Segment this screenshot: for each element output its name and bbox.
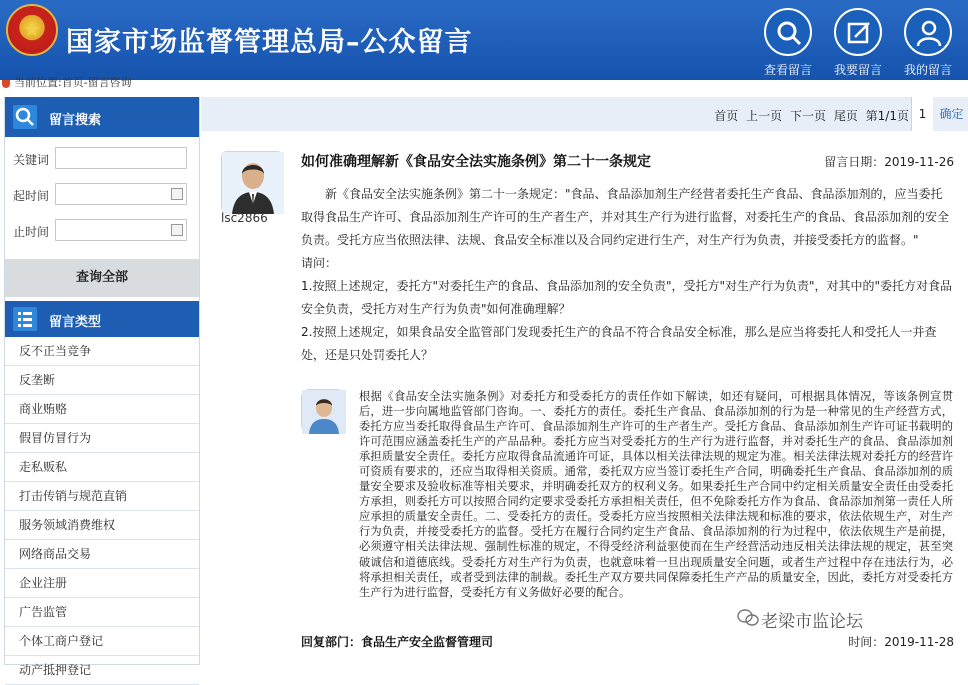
category-item[interactable]: 反不正当竞争 — [5, 337, 199, 366]
username: lsc2866 — [221, 211, 268, 225]
category-panel-header — [5, 301, 199, 337]
category-item[interactable]: 假冒仿冒行为 — [5, 424, 199, 453]
category-item[interactable]: 动产抵押登记 — [5, 656, 199, 685]
write-message-button[interactable] — [826, 8, 890, 80]
start-time-label: 起时间 — [13, 189, 50, 203]
calendar-icon[interactable] — [171, 224, 183, 236]
user-avatar — [221, 151, 283, 213]
pager-links — [710, 107, 909, 124]
breadcrumb-text: 当前位置:首页-留言咨询 — [14, 76, 132, 89]
message-paragraph: 2.按照上述规定，如果食品安全监管部门发现委托生产的食品不符合食品安全标准，那么是应当将委托人和受托人一并查处，还是只处罚委托人？ — [301, 325, 937, 362]
my-messages-button[interactable] — [896, 8, 960, 80]
search-panel-header — [5, 97, 199, 137]
category-panel-title: 留言类型 — [49, 315, 102, 330]
first-page-link[interactable]: 首页 — [714, 109, 739, 123]
category-item[interactable]: 打击传销与规范直销 — [5, 482, 199, 511]
keyword-label: 关键词 — [13, 153, 50, 167]
reply-time: 时间：2019-11-28 — [848, 635, 954, 649]
next-page-link[interactable]: 下一页 — [789, 109, 826, 123]
header-bar — [0, 0, 968, 80]
reply-text: 根据《食品安全法实施条例》对委托方和受委托方的责任作如下解读，如还有疑问，可根据具体情况，等该条例宣贯后，进一步向属地监管部门咨询。一、委托方的责任。委托生产食品、食品添加剂的行为是一种常见的生产经营方式，委托方应当委托取得食品生产许可、食品添加剂生产许可的生产者生产。受托方食品、食品添加剂生产许可证书载明的许可范围应涵盖委托生产的产品品种。委托方应当对受委托方的生产行为进行监督，并对委托生产的食品、食品添加剂承担质量安全责任。委托方应取得食品流通许可证，具体以相关法律法规的规定为准。相关法律法规对委托方的经营许可资质有要求的，还应当取得相关资质。通常，委托双方应当签订委托生产合同，明确委托生产食品、食品添加剂的质量安全要求及验收标准等相关要求，并明确委托双方的权利义务。如果委托生产合同中约定相关质量安全责任由受委托方承担，则委托方可以按照合同约定要求受委托方承担相关责任，但不免除委托方作为食品、食品添加剂第一责任人所应承担的质量安全责任。二、受委托方的责任。受委托方应当按照相关法律法规和标准的要求，依法依规生产，对生产行为负责，并接受委托方的监督。受托方在履行合同约定生产食品、食品添加剂的行为过程中，依法依规生产是前提，必须遵守相关法律法规、强制性标准的规定，不得受经济利益驱使而在生产经营活动违反相关法律法规的规定，甚至突破诚信和道德底线。受委托方对生产行为负责，也就意味着一旦出现质量安全问题，或者生产过程中存在违法行为，必将承担相关责任，或者受到法律的制裁。委托生产双方要共同保障委托生产产品的质量安全，因此，委托方对受委托方生产行为进行监督，受委托方有义务做好必要的配合。 — [359, 390, 953, 599]
watermark: 老梁市监论坛 — [761, 612, 863, 632]
message-body — [301, 183, 953, 367]
official-avatar — [301, 389, 345, 433]
category-item[interactable]: 服务领域消费维权 — [5, 511, 199, 540]
category-item[interactable]: 广告监管 — [5, 598, 199, 627]
breadcrumb — [0, 76, 968, 90]
query-all-button[interactable]: 查询全部 — [5, 259, 199, 297]
calendar-icon[interactable] — [171, 188, 183, 200]
page-info: 第1/1页 — [865, 109, 909, 123]
list-icon — [13, 307, 37, 331]
search-panel-title: 留言搜索 — [49, 113, 102, 128]
main-content — [201, 97, 968, 665]
pager-bar — [201, 97, 935, 131]
edit-icon — [834, 8, 882, 56]
national-emblem-icon: ★ — [6, 4, 58, 56]
end-time-input[interactable] — [55, 219, 187, 241]
confirm-button[interactable]: 确定 — [935, 97, 968, 131]
category-item[interactable]: 商业贿赂 — [5, 395, 199, 424]
category-item[interactable]: 企业注册 — [5, 569, 199, 598]
start-time-input[interactable] — [55, 183, 187, 205]
reply-department: 回复部门：食品生产安全监督管理司 — [301, 635, 494, 649]
category-item[interactable]: 个体工商户登记 — [5, 627, 199, 656]
keyword-row — [5, 145, 199, 173]
write-message-label: 我要留言 — [833, 63, 882, 77]
page-number-input[interactable]: 1 — [911, 97, 933, 131]
user-icon — [904, 8, 952, 56]
end-time-label: 止时间 — [13, 225, 50, 239]
view-messages-label: 查看留言 — [763, 63, 812, 77]
message-date: 留言日期：2019-11-26 — [824, 155, 954, 169]
wechat-icon — [737, 609, 759, 627]
prev-page-link[interactable]: 上一页 — [746, 109, 783, 123]
end-time-row — [5, 217, 199, 245]
message-paragraph: 1.按照上述规定，委托方"对委托生产的食品、食品添加剂的安全负责"，受托方"对生产行为负责"，对其中的"委托方对食品安全负责，受托方对生产行为负责"如何准确理解？ — [301, 279, 953, 316]
view-messages-button[interactable] — [756, 8, 820, 80]
category-item[interactable]: 反垄断 — [5, 366, 199, 395]
search-icon — [764, 8, 812, 56]
category-item[interactable]: 网络商品交易 — [5, 540, 199, 569]
message-paragraph: 请问： — [301, 256, 338, 270]
my-messages-label: 我的留言 — [903, 63, 952, 77]
search-icon — [13, 105, 37, 129]
site-title: 国家市场监督管理总局–公众留言 — [66, 27, 473, 58]
keyword-input[interactable] — [55, 147, 187, 169]
start-time-row — [5, 181, 199, 209]
sidebar — [4, 97, 200, 677]
location-icon — [2, 80, 10, 88]
message-title: 如何准确理解新《食品安全法实施条例》第二十一条规定 — [301, 154, 651, 170]
last-page-link[interactable]: 尾页 — [833, 109, 858, 123]
category-item[interactable]: 走私贩私 — [5, 453, 199, 482]
message-paragraph: 新《食品安全法实施条例》第二十一条规定："食品、食品添加剂生产经营者委托生产食品、食品添加剂的，应当委托取得食品生产许可、食品添加剂生产许可的生产者生产，并对其生产行为进行监督，对委托生产的食品、食品添加剂的安全负责。受托方应当依照法律、法规、食品安全标准以及合同约定进行生产，对生产行为负责，并接受委托方的监督。" — [301, 187, 950, 247]
